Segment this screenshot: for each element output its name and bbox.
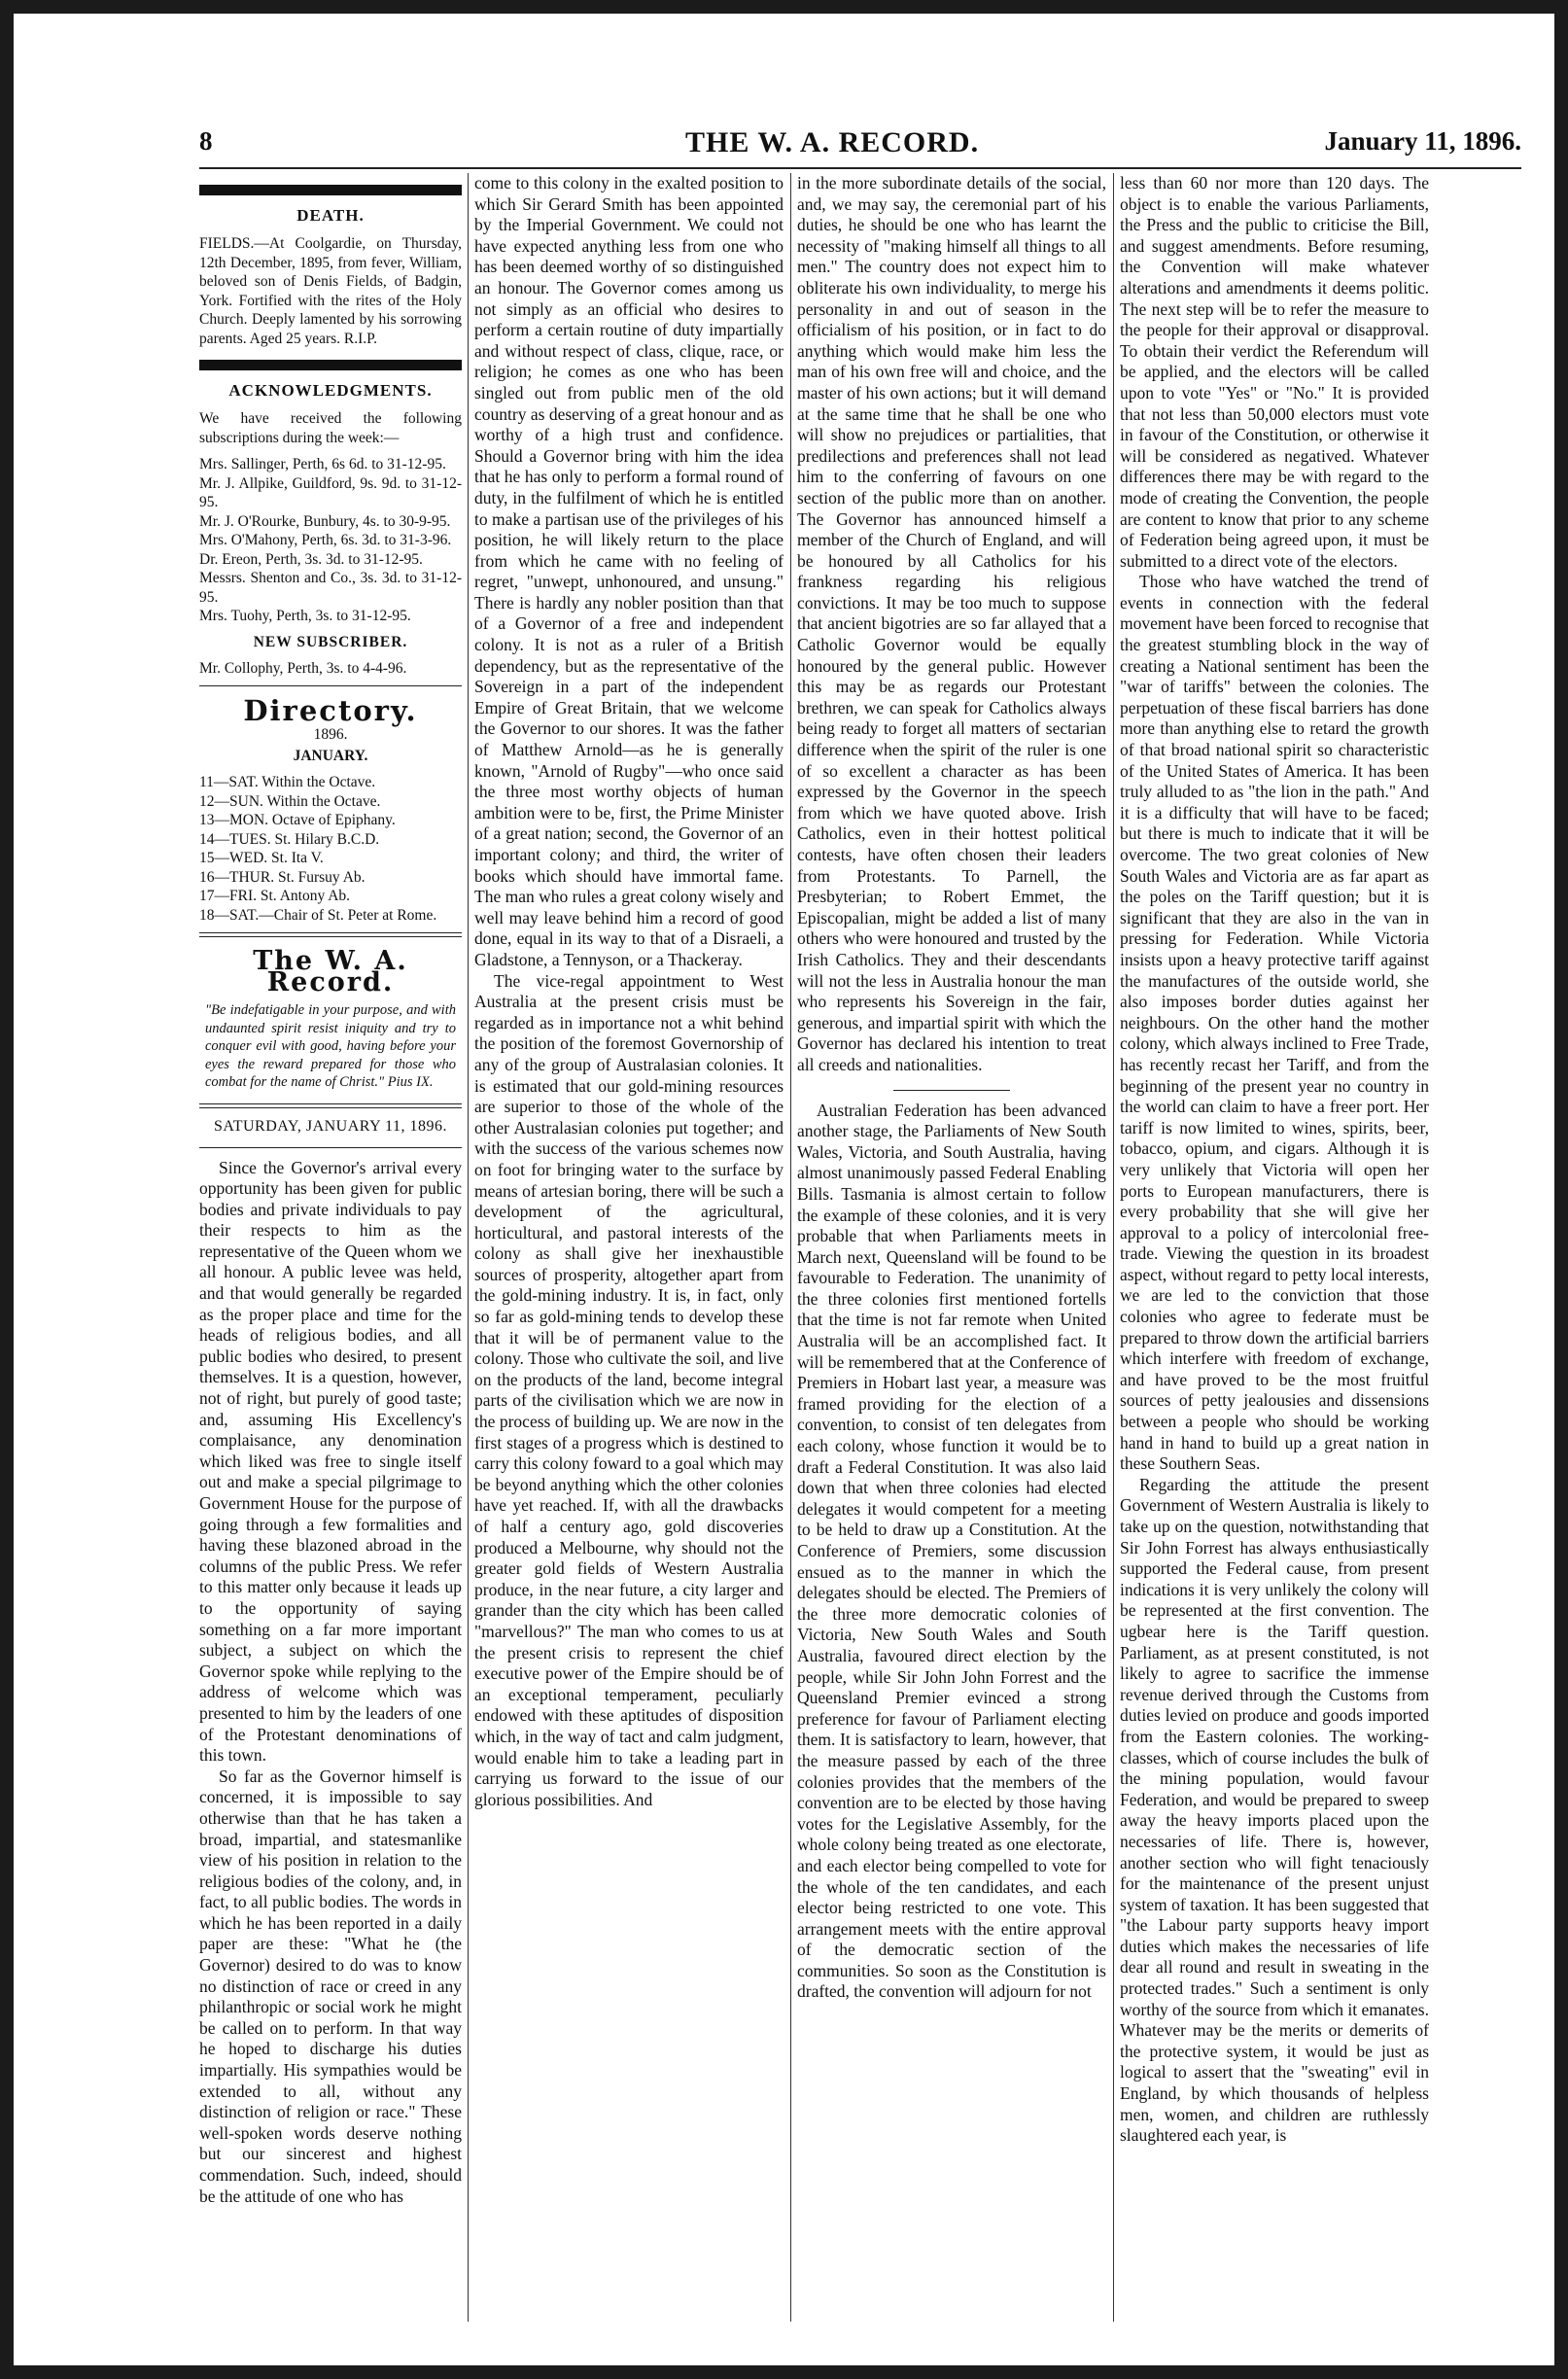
- paragraph: come to this colony in the exalted position to which Sir Gerard Smith has been appointed by the Imperial Government. We could not have expected anything less from one who has been deemed worthy of so distinguished an honour. The Governor comes among us not simply as an official who desires to perform a certain routine of duty impartially and without respect of class, clique, race, or religion; he comes as one who has been singled out from public men of the old country as deserving of a great honour and as worthy of a high trust and confidence. Should a Governor bring with him the idea that he has only to perform a formal round of duty, in the fulfilment of which he is entitled to make a partisan use of the privileges of his position, he will likely return to the place from which he came with no feeling of regret, "unwept, unhonoured, and unsung." There is hardly any nobler position than that of a Governor of a free and independent colony. It is not as a ruler of a British dependency, but as the representative of the Sovereign in a part of the independent Empire of Great Britain, that we welcome the Governor to our shores. It was the father of Matthew Arnold—as he is generally known, "Arnold of Rugby"—who once said the three most worthy objects of human ambition were to be, first, the Prime Minister of a great nation; second, the Governor of an important colony; and third, the writer of books which should have immortal fame. The man who rules a great colony wisely and well may leave behind him a record of good done, equal in its way to that of a Disraeli, a Gladstone, a Tennyson, or a Thackeray.: [474, 173, 784, 969]
- column-4: [1120, 173, 1429, 2147]
- death-heading: DEATH.: [296, 206, 365, 225]
- editorial-date: SATURDAY, JANUARY 11, 1896.: [214, 1117, 447, 1135]
- section-rule: [199, 932, 462, 937]
- paragraph: The vice-regal appointment to West Australia at the present crisis must be regarded as in importance not a whit behind the position of the foremost Governorship of any of the group of Australasian colonies. It is estimated that our gold-mining resources are superior to those of the whole of the other Australasian colonies put together; and with the success of the various schemes now on foot for bringing water to the surface by means of artesian boring, there will be such a development of the agricultural, horticultural, and pastoral interests of the colony as shall give her inexhaustible sources of prosperity, altogether apart from the gold-mining industry. It is, in fact, only so far as gold-mining tends to develop these that it will be of permanent value to the colony. Those who cultivate the soil, and live on the products of the land, become integral parts of the civilisation which we are now in the process of building up. We are now in the first stages of a progress which is destined to carry this colony foward to a goal which may be beyond anything which the other colonies have yet reached. If, with all the drawbacks of half a century ago, gold discoveries produced a Melbourne, why should not the greater gold fields of Western Australia produce, in the near future, a city larger and grander than the city which has been called "marvellous?" The man who comes to us at the present crisis to represent the chief executive power of the Empire should be of an exceptional temperament, peculiarly endowed with these aptitudes of disposition which, in the way of tact and calm judgment, would enable him to take a leading part in carrying us forward to the issue of our glorious possibilities. And: [474, 970, 784, 1809]
- paragraph: in the more subordinate details of the social, and, we may say, the ceremonial part of his duties, he should be one who has learnt the necessity of "making himself all things to all men." The country does not expect him to obliterate his own individuality, to merge his personality in and out of season in the officialism of his position, or in fact to do anything which would make him less the man of his own free will and choice, and the master of his own actions; but it will demand at the same time that he shall be one who will show no prejudices or partialities, that predilections and preferences shall not lead him to the conferring of favours on one section of the public more than on another. The Governor has announced himself a member of the Church of England, and will be honoured by all Catholics for his frankness regarding his religious convictions. It may be too much to suppose that ancient bigotries are so far allayed that a Catholic Governor would be equally honoured by the general public. However this may be as regards our Protestant brethren, we can speak for Catholics always being ready to forget all matters of sectarian difference when the spirit of the ruler is one of so excellent a character as has been expressed by the Governor in the speech from which we have quoted above. Irish Catholics, even in their hottest political contests, have often chosen their leaders from Protestants. To Parnell, the Presbyterian; to Robert Emmet, the Episcopalian, might be added a list of many others who were honoured and trusted by the Irish Catholics. They and their descendants will not the less in Australia honour the man who represents his Sovereign in the fair, generous, and impartial spirit with which the Governor has declared his intention to treat all creeds and nationalities.: [797, 173, 1106, 1074]
- list-item: Dr. Ereon, Perth, 3s. 3d. to 31-12-95.: [199, 550, 423, 568]
- section-rule: [893, 1090, 1010, 1091]
- list-item: 16—THUR. St. Fursuy Ab.: [199, 868, 366, 886]
- list-item: Messrs. Shenton and Co., 3s. 3d. to 31-12-95.: [199, 570, 462, 606]
- directory-month: JANUARY.: [293, 747, 368, 764]
- list-item: 14—TUES. St. Hilary B.C.D.: [199, 830, 380, 848]
- list-item: 18—SAT.—Chair of St. Peter at Rome.: [199, 906, 437, 924]
- new-subscriber-heading: NEW SUBSCRIBER.: [253, 633, 408, 650]
- column-3: [797, 173, 1106, 2003]
- section-rule: [199, 185, 462, 195]
- death-notice: FIELDS.—At Coolgardie, on Thursday, 12th December, 1895, from fever, William, beloved son of Denis Fields, of Badgin, York. Fortified with the rites of the Holy Church. Deeply lamented by his sorrowing parents. Aged 25 years. R.I.P.: [199, 235, 462, 347]
- issue-date: January 11, 1896.: [1324, 126, 1521, 156]
- editorial-column-1: [199, 1158, 462, 2208]
- masthead-title: The W. A. Record.: [253, 946, 408, 997]
- acknowledgments-intro: We have received the following subscriptions during the week:—: [199, 410, 462, 446]
- list-item: Mrs. Sallinger, Perth, 6s 6d. to 31-12-95.: [199, 456, 446, 472]
- directory-list: [199, 773, 462, 925]
- paragraph: Regarding the attitude the present Government of Western Australia is likely to take up on the question, notwithstanding that Sir John Forrest has always enthusiastically supported the Federal cause, from present indications it is very unlikely the colony will be represented at the first convention. The ugbear here is the Tariff question. Parliament, as at present constituted, is not likely to agree to sacrifice the immense revenue derived through the Customs from duties levied on produce and goods imported from the Eastern colonies. The working-classes, which of course includes the bulk of the mining population, would favour Federation, and would be prepared to sweep away the heavy imports placed upon the necessaries of life. There is, however, another section who will fight tenaciously for the maintenance of the present unjust system of taxation. It has been suggested that "the Labour party supports heavy import duties which makes the necessaries of life dear all round and result in sweating in the protected trades." Such a sentiment is only worthy of the source from which it emanates. Whatever may be the merits or demerits of the protective system, it would be just as logical to assert that the "sweating" evil in England, by which thousands of helpless men, women, and children are ruthlessly slaughtered each year, is: [1120, 1474, 1429, 2146]
- page-number: 8: [199, 126, 213, 156]
- list-item: 11—SAT. Within the Octave.: [199, 774, 376, 790]
- list-item: 15—WED. St. Ita V.: [199, 850, 324, 866]
- page-header: [199, 126, 1521, 165]
- list-item: 12—SUN. Within the Octave.: [199, 792, 381, 810]
- list-item: 17—FRI. St. Antony Ab.: [199, 888, 351, 904]
- header-rule: [199, 167, 1521, 169]
- list-item: 13—MON. Octave of Epiphany.: [199, 812, 396, 828]
- paper-title: THE W. A. RECORD.: [685, 126, 980, 158]
- list-item: Mrs. Tuohy, Perth, 3s. to 31-12-95.: [199, 608, 411, 624]
- paragraph: So far as the Governor himself is concerned, it is impossible to say otherwise than that he has taken a broad, impartial, and statesmanlike view of his position in relation to the religious bodies of the colony, and, in fact, to all public bodies. The words in which he has been reported in a daily paper are these: "What he (the Governor) desired to do was to know no distinction of race or creed in any philanthropic or social work he might be called on to perform. In that way he hoped to discharge his duties impartially. His sympathies would be extended to all, without any distinction of religion or race." These well-spoken words deserve nothing but our sincerest and highest commendation. Such, indeed, should be the attitude of one who has: [199, 1766, 462, 2206]
- section-rule: [199, 360, 462, 370]
- section-rule: [199, 685, 462, 686]
- column-divider: [468, 173, 469, 2322]
- list-item: Mr. J. Allpike, Guildford, 9s. 9d. to 31-12-95.: [199, 474, 462, 510]
- directory-heading: Directory.: [243, 694, 418, 727]
- federation-paragraph: Australian Federation has been advanced another stage, the Parliaments of New South Wales, Victoria, and South Australia, having almost unanimously passed Federal Enabling Bills. Tasmania is almost certain to follow the example of these colonies, and it is very probable that when Parliaments meets in March next, Queensland will be found to be favourable to Federation. The unanimity of the three colonies first mentioned fortells that the time is not far remote when United Australia will be an accomplished fact. It will be remembered that at the Conference of Premiers in Hobart last year, a measure was framed providing for the election of a convention, to consist of ten delegates from each colony, whose function it would be to draft a Federal Constitution. It was also laid down that when three colonies had elected delegates it would competent for a meeting to be held to draw up a Constitution. At the Conference of Premiers, some discussion ensued as to the manner in which the delegates should be elected. The Premiers of the three more democratic colonies of Victoria, New South Wales and South Australia, favoured direct election by the people, while Sir John John Forrest and the Queensland Premier evinced a strong preference for favour of Parliament electing them. It is satisfactory to learn, however, that the measure passed by each of the three colonies provides that the members of the convention are to be elected by those having votes for the Legislative Assembly, for the whole colony being treated as one electorate, and each elector being compelled to vote for the whole of the ten candidates, and each elector being restricted to one vote. This arrangement meets with the entire approval of the democratic section of the communities. So soon as the Constitution is drafted, the convention will adjourn for not: [797, 1100, 1106, 2002]
- column-divider: [790, 173, 791, 2322]
- list-item: Mr. J. O'Rourke, Bunbury, 4s. to 30-9-95.: [199, 512, 451, 530]
- acknowledgments-list: [199, 455, 462, 626]
- column-2: [474, 173, 784, 1810]
- directory-year: 1896.: [313, 726, 348, 743]
- section-rule: [199, 1103, 462, 1108]
- column-divider: [1113, 173, 1114, 2322]
- masthead-motto: "Be indefatigable in your purpose, and with undaunted spirit resist iniquity and try to conquer evil with good, having before your eyes the reward prepared for those who combat for the name of Christ." Pius IX.: [205, 1002, 456, 1090]
- paragraph: less than 60 nor more than 120 days. The object is to enable the various Parliaments, the Press and the public to criticise the Bill, and suggest amendments. Before resuming, the Convention will make whatever alterations and amendments it deems politic. The next step will be to refer the measure to the people for their approval or disapproval. To obtain their verdict the Referendum will be applied, and the electors will be called upon to vote "Yes" or "No." It is provided that not less than 50,000 electors must vote in favour of the Constitution, or otherwise it will be considered as negatived. Whatever differences there may be with regard to the mode of creating the Convention, the people are content to know that prior to any scheme of Federation being agreed upon, it must be submitted to a direct vote of the electors.: [1120, 173, 1429, 571]
- list-item: Mrs. O'Mahony, Perth, 6s. 3d. to 31-3-96.: [199, 532, 452, 548]
- paragraph: Those who have watched the trend of events in connection with the federal movement have been forced to recognise that the greatest stumbling block in the way of creating a National sentiment has been the "war of tariffs" between the colonies. The perpetuation of these fiscal barriers has done more than anything else to retard the growth of that broad national spirit so characteristic of the United States of America. It has been truly alluded to as "the lion in the path." And it is a difficulty that will have to be faced; but there is much to indicate that it will be overcome. The two great colonies of New South Wales and Victoria are as far apart as the poles on the Tariff question; but it is significant that they are also in the van in pressing for Federation. While Victoria insists upon a heavy protective tariff against the manufactures of the outside world, she also imposes border duties against her neighbours. On the other hand the mother colony, which always inclined to Free Trade, has recently recast her Tariff, and from the beginning of the present year no country in the world can claim to have a freer port. Her tariff is now limited to wines, spirits, beer, tobacco, opium, and cigars. Although it is very unlikely that Victoria will open her ports to European manufacturers, there is every probability that she will give her approval to a policy of intercolonial free-trade. Viewing the question in its broadest aspect, without regard to petty local interests, we are led to the conviction that those colonies who agree to federate must be prepared to throw down the artificial barriers which interfere with freedom of exchange, and have proved to be the most fruitful sources of petty jealousies and dissensions between a people who should be working hand in hand to build up a great nation in these Southern Seas.: [1120, 572, 1429, 1474]
- new-subscriber: Mr. Collophy, Perth, 3s. to 4-4-96.: [199, 659, 407, 677]
- column-1: [199, 173, 462, 2207]
- section-rule: [199, 1147, 462, 1148]
- paragraph: Since the Governor's arrival every opportunity has been given for public bodies and private individuals to pay their respects to him as the representative of the Queen whom we all honour. A public levee was held, and that would generally be regarded as the proper place and time for the heads of religious bodies, and all public bodies who desired, to present themselves. It is a question, however, not of right, but purely of good taste; and, assuming His Excellency's complaisance, any denomination which liked was free to single itself out and make a special pilgrimage to Government House for the purpose of going through a few formalities and having these blazoned abroad in the columns of the public Press. We refer to this matter only because it leads up to the opportunity of saying something on a far more important subject, a subject on which the Governor spoke while replying to the address of welcome which was presented to him by the leaders of one of the Protestant denominations of this town.: [199, 1157, 462, 1766]
- acknowledgments-heading: ACKNOWLEDGMENTS.: [228, 381, 433, 400]
